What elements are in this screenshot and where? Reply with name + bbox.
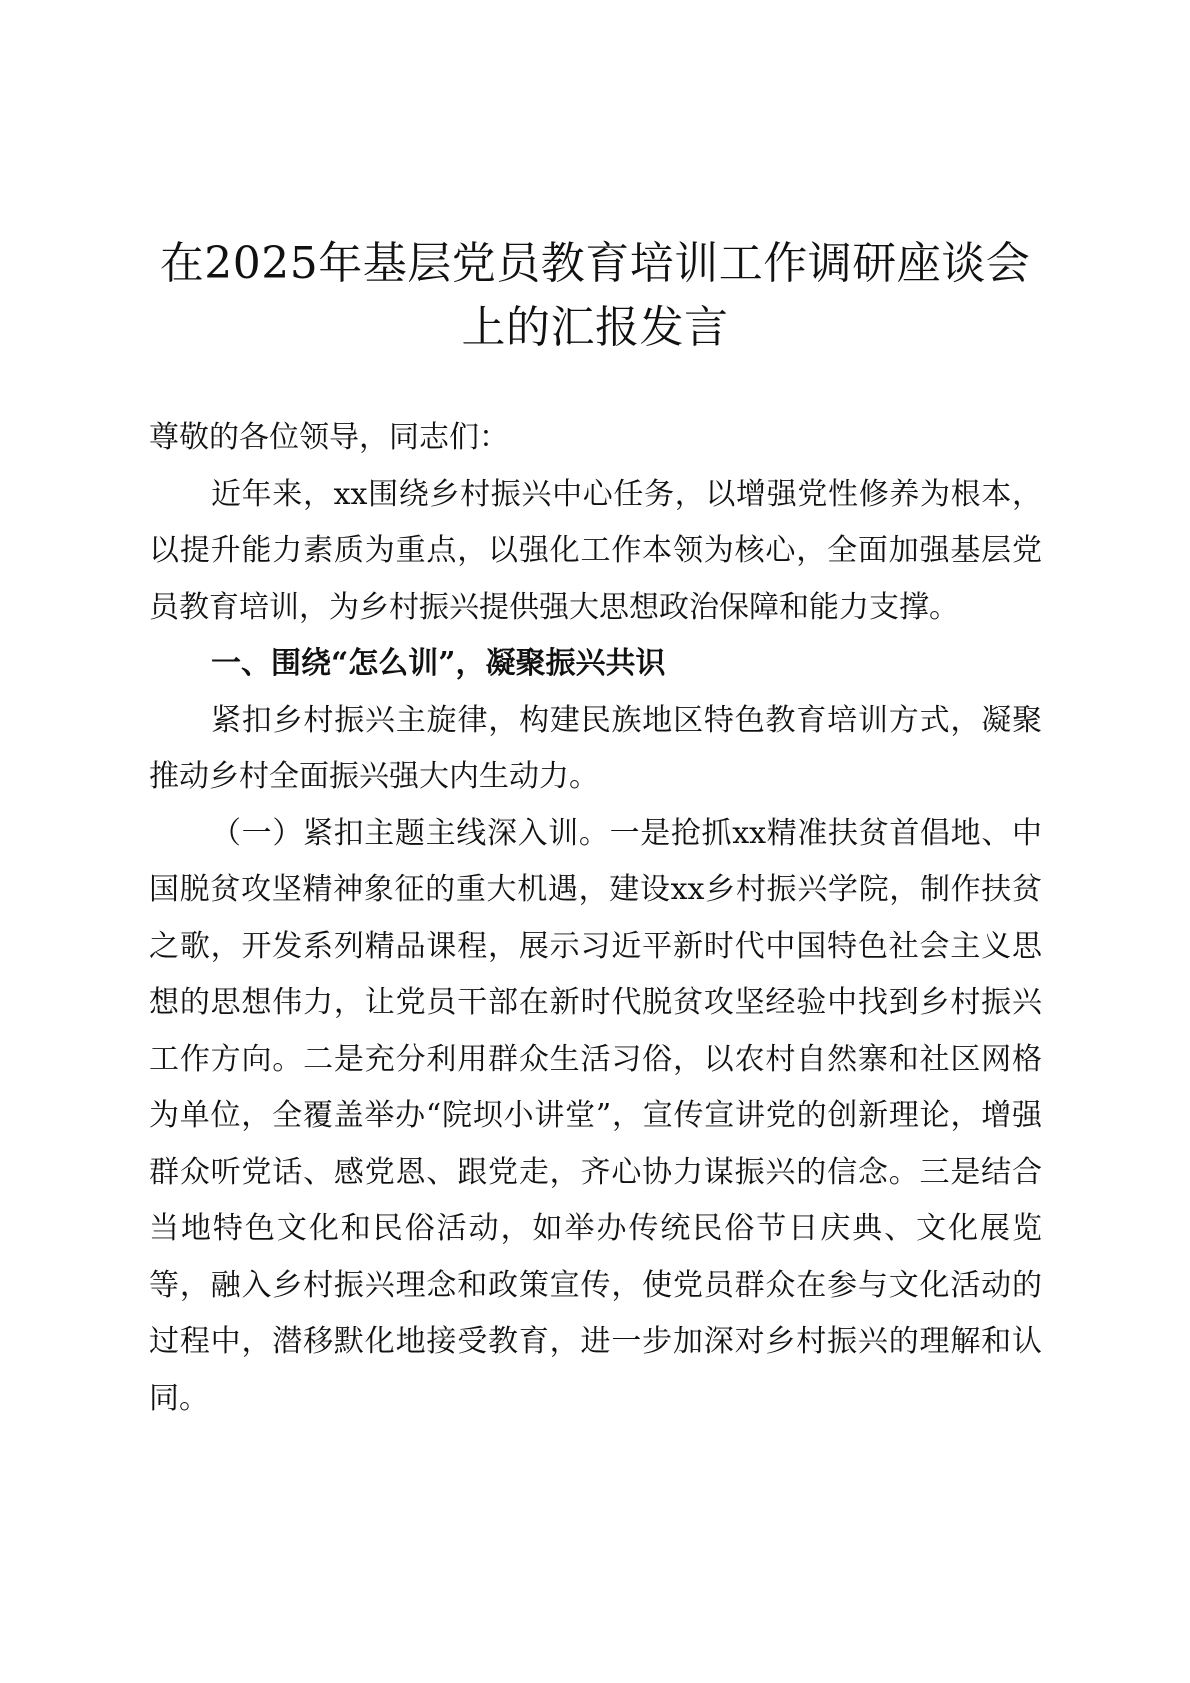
salutation: 尊敬的各位领导，同志们： — [149, 420, 509, 455]
document-body — [149, 410, 1042, 1427]
title-line-2: 上的汇报发言 — [461, 302, 729, 353]
section-heading: 一、围绕“怎么训”，凝聚振兴共识 — [211, 646, 666, 681]
title-line-1: 在2025年基层党员教育培训工作调研座谈会 — [159, 238, 1031, 289]
document-title — [140, 232, 1050, 360]
section-intro-paragraph: 紧扣乡村振兴主旋律，构建民族地区特色教育培训方式，凝聚推动乡村全面振兴强大内生动力。 — [149, 702, 1042, 794]
section-item-paragraph: （一）紧扣主题主线深入训。一是抢抓xx精准扶贫首倡地、中国脱贫攻坚精神象征的重大机遇，建设xx乡村振兴学院，制作扶贫之歌，开发系列精品课程，展示习近平新时代中国特色社会主义思想的思想伟力，让党员干部在新时代脱贫攻坚经验中找到乡村振兴工作方向。二是充分利用群众生活习俗，以农村自然寨和社区网格为单位，全覆盖举办“院坝小讲堂”，宣传宣讲党的创新理论，增强群众听党话、感党恩、跟党走，齐心协力谋振兴的信念。三是结合当地特色文化和民俗活动，如举办传统民俗节日庆典、文化展览等，融入乡村振兴理念和政策宣传，使党员群众在参与文化活动的过程中，潜移默化地接受教育，进一步加深对乡村振兴的理解和认同。 — [149, 815, 1042, 1416]
intro-paragraph: 近年来，xx围绕乡村振兴中心任务，以增强党性修养为根本，以提升能力素质为重点，以强化工作本领为核心，全面加强基层党员教育培训，为乡村振兴提供强大思想政治保障和能力支撑。 — [149, 476, 1042, 625]
